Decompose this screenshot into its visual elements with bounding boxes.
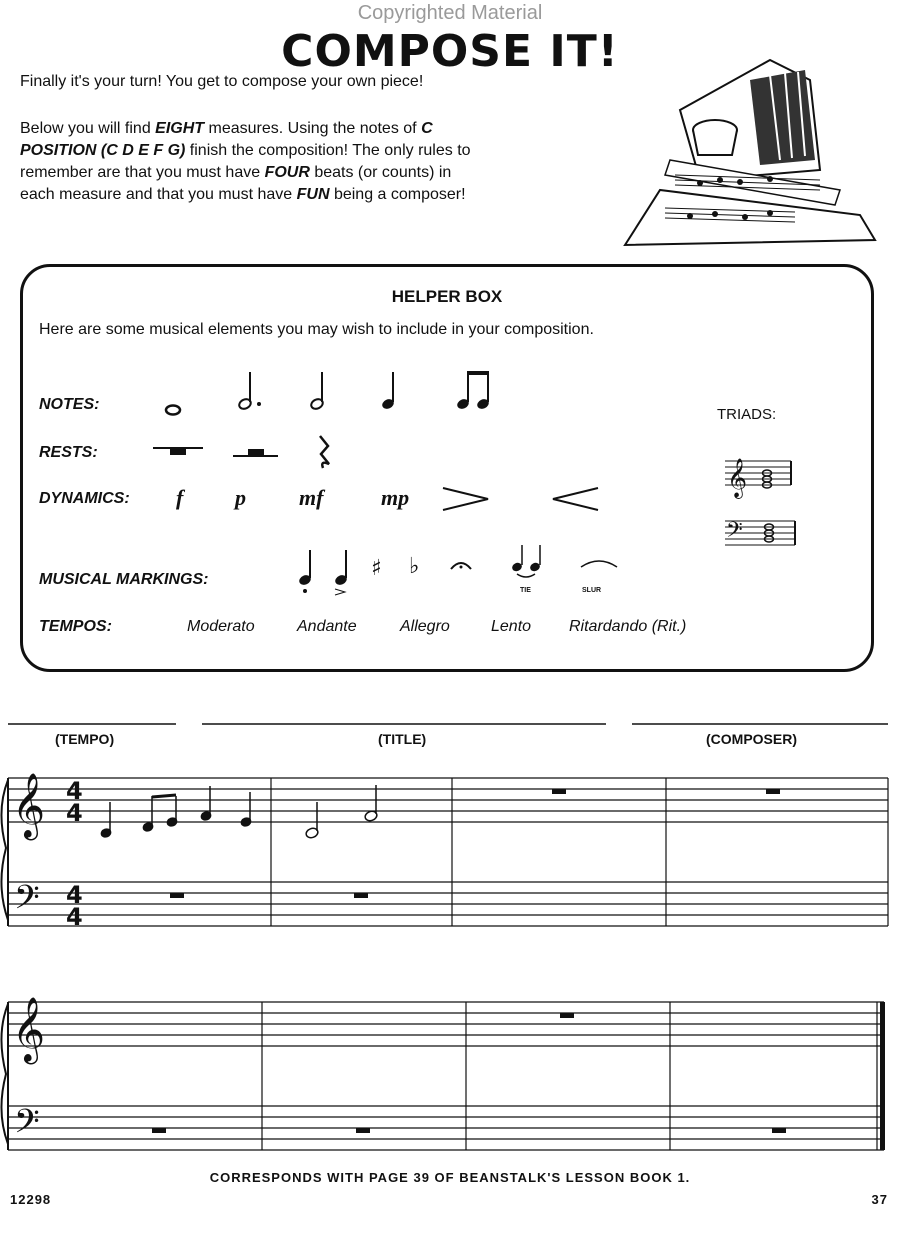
time-signature-icon (66, 777, 83, 931)
notes-label: NOTES: (39, 396, 100, 413)
sharp-icon: ♯ (371, 556, 382, 581)
dynamic-mezzo-forte: mf (299, 485, 324, 510)
svg-text:𝄢: 𝄢 (726, 518, 743, 548)
whole-note-icon (166, 406, 180, 415)
svg-text:4: 4 (66, 881, 83, 909)
musical-markings-label: MUSICAL MARKINGS: (39, 571, 209, 588)
page-number: 37 (871, 1192, 888, 1207)
decrescendo-icon (443, 488, 488, 510)
tempo-moderato: Moderato (187, 618, 255, 635)
fermata-icon (451, 563, 471, 569)
tie-icon (511, 545, 541, 577)
dotted-half-note-icon (238, 372, 261, 411)
helper-box-description: Here are some musical elements you may wish to include in your composition. (39, 321, 594, 338)
tempo-andante: Andante (297, 618, 357, 635)
fill-in-lines (0, 720, 900, 730)
treble-clef-icon: 𝄞 (12, 773, 46, 838)
tempo-ritardando: Ritardando (Rit.) (569, 618, 687, 635)
helper-box (20, 264, 874, 672)
grand-staff-1 (0, 760, 900, 940)
markings-symbols (293, 545, 613, 605)
svg-text:4: 4 (66, 903, 83, 931)
title-field-label: (TITLE) (378, 731, 427, 747)
rests-symbols (148, 432, 348, 472)
half-rest-icon (233, 449, 278, 456)
grand-staff-2 (0, 990, 900, 1165)
dynamic-piano: p (235, 485, 246, 510)
helper-box-title: HELPER BOX (391, 287, 503, 306)
half-note-icon (310, 372, 325, 411)
accent-note-icon (334, 550, 349, 595)
catalog-number: 12298 (10, 1192, 52, 1207)
tempos-label: TEMPOS: (39, 618, 112, 635)
eighth-notes-icon (456, 372, 491, 411)
whole-rest-icon (153, 448, 203, 455)
svg-text:4: 4 (66, 777, 83, 805)
dynamic-mezzo-piano: mp (381, 485, 410, 510)
rests-label: RESTS: (39, 444, 98, 461)
triads-label: TRIADS: (717, 406, 777, 423)
instructions: Below you will find EIGHT measures. Using the notes of C POSITION (C D E F G) finish the composition! The only rules to remember are that you must have FOUR beats (or counts) in each measure and that you must have FUN being a composer! (20, 120, 471, 203)
quarter-rest-icon (320, 436, 329, 468)
composer-field-label: (COMPOSER) (706, 731, 797, 747)
flat-icon: ♭ (409, 554, 420, 579)
notes-symbols (153, 362, 513, 422)
bass-clef-icon: 𝄢 (14, 1103, 40, 1149)
dynamics-label: DYNAMICS: (39, 490, 130, 507)
dynamics-hairpins (438, 485, 608, 515)
tempo-lento: Lento (491, 618, 532, 635)
quarter-note-icon (381, 372, 396, 411)
dynamic-forte: f (176, 485, 184, 510)
crescendo-icon (553, 488, 598, 510)
tempo-allegro: Allegro (400, 618, 450, 635)
svg-text:𝄞: 𝄞 (727, 458, 748, 498)
staccato-note-icon (298, 550, 313, 593)
piano-illustration (620, 40, 880, 250)
svg-text:4: 4 (66, 799, 83, 827)
intro-text: Finally it's your turn! You get to compose your own piece! (20, 73, 424, 90)
tempo-field-label: (TEMPO) (55, 731, 115, 747)
final-barline (880, 1002, 885, 1150)
slur-icon (581, 561, 617, 567)
watermark: Copyrighted Material (357, 2, 543, 24)
tie-label: TIE (520, 587, 531, 594)
treble-clef-icon: 𝄞 (12, 997, 46, 1062)
footer-reference: CORRESPONDS WITH PAGE 39 OF BEANSTALK'S LESSON BOOK 1. (209, 1170, 691, 1185)
slur-label: SLUR (582, 587, 602, 594)
bass-clef-icon: 𝄢 (14, 879, 40, 925)
page-title: COMPOSE IT! (281, 26, 619, 77)
triads-symbols (723, 447, 803, 557)
